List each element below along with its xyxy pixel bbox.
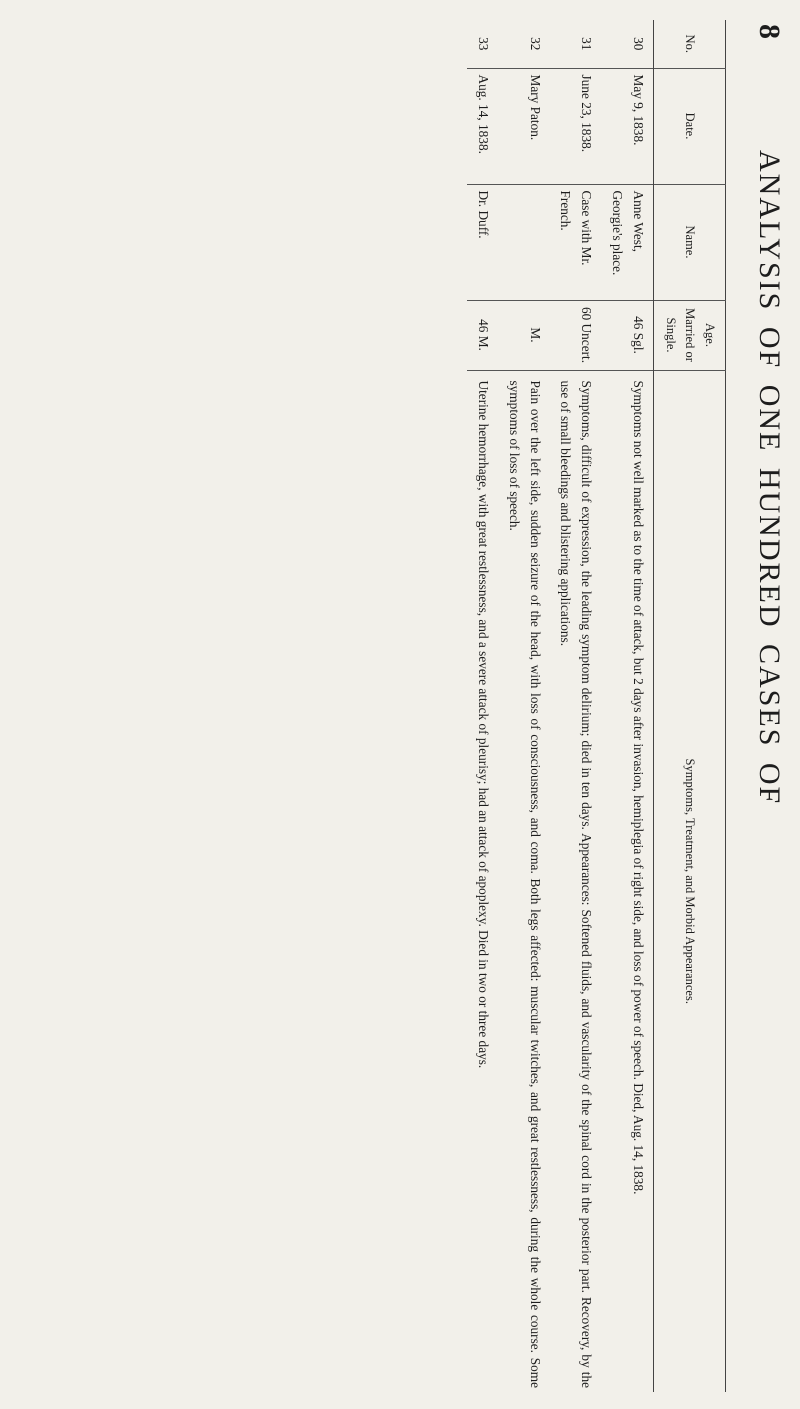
case-symptoms: Pain over the left side, sudden seizure of the head, with loss of consciousness, and coma. Both legs affected: muscular twitches, and great restlessness, during the whole course. Some symptoms of loss of speech. xyxy=(506,380,543,1388)
case-number: 32 xyxy=(498,20,550,68)
case-age: 46 M. xyxy=(467,300,498,370)
case-age: 60 Uncert. xyxy=(550,300,602,370)
case-symptoms: Symptoms not well marked as to the time of attack, but 2 days after invasion, hemiplegia of right side, and loss of power of speech. Died, Aug. 14, 1838. xyxy=(631,380,647,1195)
table-row xyxy=(601,20,653,1392)
page-number: 8 xyxy=(753,24,786,39)
case-date: Aug. 14, 1838. xyxy=(467,68,498,184)
case-number: 30 xyxy=(601,20,653,68)
table-header-row xyxy=(654,20,726,1392)
case-number: 33 xyxy=(467,20,498,68)
running-header: ANALYSIS OF ONE HUNDRED CASES OF xyxy=(753,150,786,806)
case-symptoms: Symptoms, difficult of expression, the leading symptom delirium; died in ten days. Appearances: Softened fluids, and vascularity of the spinal cord in the posterior part. Recovery, by the use of small bleedings and blistering applications. xyxy=(558,380,595,1388)
column-header-date: Date. xyxy=(654,68,726,184)
case-date: May 9, 1838. xyxy=(601,68,653,184)
case-table xyxy=(467,20,726,1392)
column-header-no: No. xyxy=(654,20,726,68)
column-header-age: Age. Married or Single. xyxy=(654,300,726,370)
case-name: Case with Mr. French. xyxy=(550,184,602,300)
column-header-name: Name. xyxy=(654,184,726,300)
table-row xyxy=(550,20,602,1392)
table-row xyxy=(467,20,498,1392)
case-date: Mary Paton. xyxy=(498,68,550,184)
case-symptoms: Uterine hemorrhage, with great restlessness, and a severe attack of pleurisy; had an attack of apoplexy. Died in two or three days. xyxy=(475,380,491,1069)
case-date: June 23, 1838. xyxy=(550,68,602,184)
case-name: Dr. Duff. xyxy=(467,184,498,300)
case-number: 31 xyxy=(550,20,602,68)
case-age: M. xyxy=(498,300,550,370)
case-name xyxy=(498,184,550,300)
case-age: 46 Sgl. xyxy=(601,300,653,370)
case-name: Anne West, Georgie's place. xyxy=(601,184,653,300)
column-header-symptoms: Symptoms, Treatment, and Morbid Appearances. xyxy=(654,370,726,1392)
table-row xyxy=(498,20,550,1392)
